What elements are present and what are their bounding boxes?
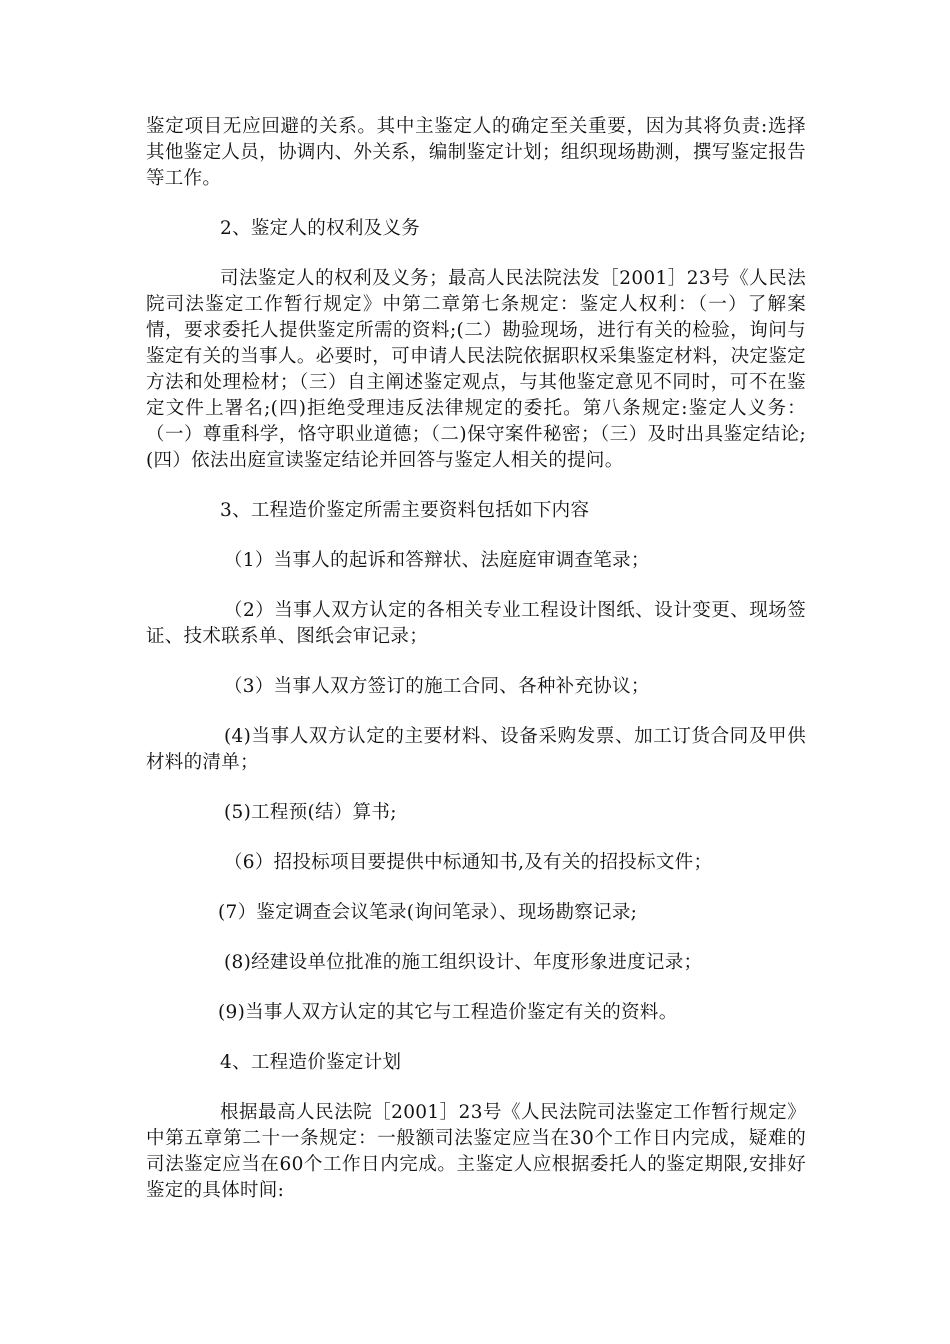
section-heading-rights-duties: 2、鉴定人的权利及义务 <box>220 218 421 239</box>
list-item-6: （6）招投标项目要提供中标通知书,及有关的招投标文件； <box>224 852 713 873</box>
list-item-9: (9)当事人双方认定的其它与工程造价鉴定有关的资料。 <box>218 1002 678 1023</box>
document-body <box>146 114 806 1228</box>
list-item-5: (5)工程预(结）算书; <box>224 802 397 823</box>
list-item-7: (7）鉴定调查会议笔录(询问笔录）、现场勘察记录; <box>218 902 638 923</box>
list-item-1: （1）当事人的起诉和答辩状、法庭庭审调查笔录； <box>224 550 650 571</box>
list-item-2: （2）当事人双方认定的各相关专业工程设计图纸、设计变更、现场签证、技术联系单、图纸会审记录； <box>146 600 806 647</box>
paragraph-appraiser-selection: 鉴定项目无应回避的关系。其中主鉴定人的确定至关重要，因为其将负责:选择其他鉴定人员，协调内、外关系，编制鉴定计划；组织现场勘测，撰写鉴定报告等工作。 <box>146 116 806 189</box>
list-item-8: (8)经建设单位批准的施工组织设计、年度形象进度记录； <box>224 952 703 973</box>
list-item-3: （3）当事人双方签订的施工合同、各种补充协议； <box>224 676 650 697</box>
section-heading-appraisal-plan: 4、工程造价鉴定计划 <box>220 1052 402 1073</box>
list-item-4: (4)当事人双方认定的主要材料、设备采购发票、加工订货合同及甲供材料的清单； <box>146 726 806 773</box>
paragraph-appraisal-plan: 根据最高人民法院［2001］23号《人民法院司法鉴定工作暂行规定》中第五章第二十一条规定：一般额司法鉴定应当在30个工作日内完成，疑难的司法鉴定应当在60个工作日内完成。主鉴定人应根据委托人的鉴定期限,安排好鉴定的具体时间: <box>146 1102 806 1201</box>
section-heading-required-materials: 3、工程造价鉴定所需主要资料包括如下内容 <box>220 500 590 521</box>
paragraph-rights-duties: 司法鉴定人的权利及义务；最高人民法院法发［2001］23号《人民法院司法鉴定工作暂行规定》中第二章第七条规定：鉴定人权利：（一）了解案情，要求委托人提供鉴定所需的资料;(二）勘验现场，进行有关的检验，询问与鉴定有关的当事人。必要时，可申请人民法院依据职权采集鉴定材料，决定鉴定方法和处理检材；（三）自主阐述鉴定观点，与其他鉴定意见不同时，可不在鉴定文件上署名;(四)拒绝受理违反法律规定的委托。第八条规定:鉴定人义务：（一）尊重科学，恪守职业道德；（二)保守案件秘密；（三）及时出具鉴定结论;(四）依法出庭宣读鉴定结论并回答与鉴定人相关的提问。 <box>146 268 806 471</box>
